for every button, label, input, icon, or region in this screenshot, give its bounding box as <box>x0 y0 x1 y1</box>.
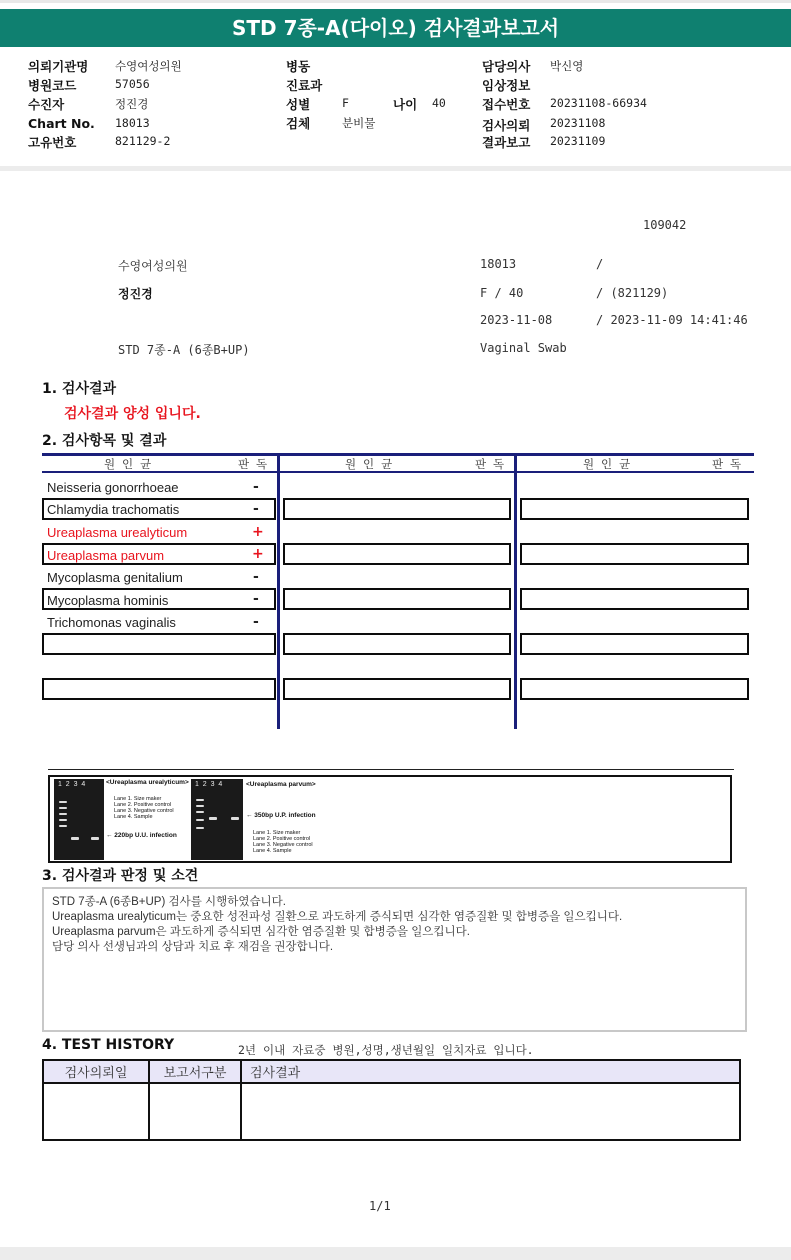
result-row-1: - <box>253 479 259 495</box>
header-judge-2: 판 독 <box>475 457 505 471</box>
summary-id: / (821129) <box>596 286 669 300</box>
up-lane-4: Lane 4. Sample <box>253 848 292 854</box>
header-organism-1: 원 인 균 <box>104 457 152 471</box>
history-header-row <box>43 1060 740 1083</box>
col2-box-8 <box>283 633 511 655</box>
header-judge-1: 판 독 <box>238 457 268 471</box>
age-label: 나이 <box>393 97 418 112</box>
history-col-type: 보고서구분 <box>149 1060 241 1083</box>
col3-box-2 <box>520 498 749 520</box>
up-band-label: ← 350bp U.P. infection <box>246 812 316 819</box>
unique-value: 821129-2 <box>115 134 171 148</box>
gel-panel <box>48 775 732 863</box>
result-row-4: + <box>252 546 264 562</box>
up-lane-2: Lane 2. Positive control <box>253 836 311 842</box>
section1-heading: 1. 검사결과 <box>42 381 117 397</box>
organism-row-1: Neisseria gonorrhoeae <box>47 480 179 495</box>
ladder-band <box>196 827 204 829</box>
clinical-label: 임상정보 <box>482 78 531 93</box>
history-cell <box>241 1083 740 1140</box>
receipt-value: 20231108-66934 <box>550 96 647 110</box>
ladder-band <box>196 811 204 813</box>
page-number: 1/1 <box>369 1199 391 1213</box>
bottom-strip <box>0 1247 791 1260</box>
up-gel-image <box>191 779 243 860</box>
col3-box-4 <box>520 543 749 565</box>
ladder-band <box>59 819 67 821</box>
organism-row-7: Trichomonas vaginalis <box>47 615 176 630</box>
doctor-label: 담당의사 <box>482 59 531 74</box>
summary-sex-age: F / 40 <box>480 286 524 300</box>
summary-date: 2023-11-08 <box>480 313 553 327</box>
uu-lane-legend <box>114 796 174 820</box>
receipt-label: 접수번호 <box>482 97 531 112</box>
organism-row-2: Chlamydia trachomatis <box>47 502 180 517</box>
col2-box-2 <box>283 498 511 520</box>
section4-heading: 4. TEST HISTORY <box>42 1037 175 1053</box>
up-gel-lanes: 1 2 3 4 <box>195 781 223 788</box>
summary-code: 109042 <box>643 218 687 232</box>
summary-slash: / <box>596 257 604 271</box>
chart-value: 18013 <box>115 116 150 130</box>
uu-gel-lanes: 1 2 3 4 <box>58 781 86 788</box>
row-box-10 <box>42 678 276 700</box>
sex-label: 성별 <box>286 97 311 112</box>
hospital-code-value: 57056 <box>115 77 150 91</box>
sample-band <box>231 817 239 820</box>
ladder-band <box>59 807 67 809</box>
result-row-6: - <box>253 591 259 607</box>
ladder-band <box>196 799 204 801</box>
report-title: STD 7종-A(다이오) 검사결과보고서 <box>0 9 791 47</box>
col2-box-4 <box>283 543 511 565</box>
section1-result: 검사결과 양성 입니다. <box>64 406 201 422</box>
col2-box-6 <box>283 588 511 610</box>
up-gel-title: <Ureaplasma parvum> <box>246 781 316 788</box>
row-box-8 <box>42 633 276 655</box>
organism-row-3: Ureaplasma urealyticum <box>47 525 188 540</box>
ladder-band <box>59 825 67 827</box>
history-empty-row <box>43 1083 740 1140</box>
institution-label: 의뢰기관명 <box>28 59 89 74</box>
table-col-divider-1 <box>277 453 280 729</box>
uu-gel-image <box>54 779 104 860</box>
summary-clinic: 수영여성의원 <box>118 259 188 273</box>
uu-gel-title: <Ureaplasma urealyticum> <box>106 779 189 786</box>
header-separator <box>0 166 791 171</box>
organism-row-5: Mycoplasma genitalium <box>47 570 183 585</box>
ladder-band <box>196 805 204 807</box>
header-judge-3: 판 독 <box>712 457 742 471</box>
result-row-3: + <box>252 524 264 540</box>
up-lane-1: Lane 1. Size maker <box>253 830 301 836</box>
uu-lane-1: Lane 1. Size maker <box>114 796 162 802</box>
up-lane-3: Lane 3. Negative control <box>253 842 313 848</box>
history-cell <box>43 1083 149 1140</box>
dept-label: 진료과 <box>286 78 323 93</box>
col3-box-6 <box>520 588 749 610</box>
ladder-band <box>59 813 67 815</box>
summary-datetime: / 2023-11-09 14:41:46 <box>596 313 748 327</box>
header-organism-3: 원 인 균 <box>583 457 631 471</box>
ladder-band <box>59 801 67 803</box>
positive-band <box>209 817 217 820</box>
top-strip <box>0 0 791 3</box>
history-table <box>42 1059 741 1141</box>
ward-label: 병동 <box>286 59 311 74</box>
patient-value: 정진경 <box>115 97 149 111</box>
positive-band <box>71 837 79 840</box>
uu-lane-4: Lane 4. Sample <box>114 814 153 820</box>
uu-band-label: ← 220bp U.U. infection <box>106 832 177 839</box>
result-row-7: - <box>253 614 259 630</box>
summary-test: STD 7종-A (6종B+UP) <box>118 343 250 357</box>
sex-value: F <box>342 96 349 110</box>
history-col-request: 검사의뢰일 <box>43 1060 149 1083</box>
report-label: 결과보고 <box>482 135 531 150</box>
organism-row-6: Mycoplasma hominis <box>47 593 169 608</box>
uu-lane-2: Lane 2. Positive control <box>114 802 172 808</box>
opinion-line-1: STD 7종-A (6종B+UP) 검사를 시행하였습니다. <box>52 896 286 908</box>
age-value: 40 <box>432 96 446 110</box>
opinion-box <box>42 887 747 1032</box>
result-row-2: - <box>253 501 259 517</box>
report-value: 20231109 <box>550 134 606 148</box>
hospital-code-label: 병원코드 <box>28 78 77 93</box>
section3-heading: 3. 검사결과 판정 및 소견 <box>42 868 199 884</box>
summary-patient: 정진경 <box>118 287 153 301</box>
section2-heading: 2. 검사항목 및 결과 <box>42 433 167 449</box>
gel-top-rule <box>48 769 734 770</box>
specimen-label: 검체 <box>286 116 311 131</box>
table-col-divider-2 <box>514 453 517 729</box>
request-value: 20231108 <box>550 116 606 130</box>
col3-box-10 <box>520 678 749 700</box>
uu-lane-3: Lane 3. Negative control <box>114 808 174 814</box>
col3-box-8 <box>520 633 749 655</box>
opinion-line-2: Ureaplasma urealyticum는 중요한 성전파성 질환으로 과도하게 증식되면 심각한 염증질환 및 합병증을 일으킵니다. <box>52 911 623 923</box>
result-row-5: - <box>253 569 259 585</box>
col2-box-10 <box>283 678 511 700</box>
unique-label: 고유번호 <box>28 135 77 150</box>
sample-band <box>91 837 99 840</box>
organism-row-4: Ureaplasma parvum <box>47 548 165 563</box>
chart-label: Chart No. <box>28 116 95 131</box>
up-lane-legend <box>253 830 313 854</box>
specimen-value: 분비물 <box>342 116 376 130</box>
request-label: 검사의뢰 <box>482 118 531 133</box>
header-organism-2: 원 인 균 <box>345 457 393 471</box>
institution-value: 수영여성의원 <box>115 59 182 73</box>
ladder-band <box>196 819 204 821</box>
history-note: 2년 이내 자료중 병원,성명,생년월일 일치자료 입니다. <box>238 1043 534 1057</box>
doctor-value: 박신영 <box>550 59 584 73</box>
opinion-line-4: 담당 의사 선생님과의 상담과 치료 후 재검을 권장합니다. <box>52 941 334 953</box>
summary-specimen: Vaginal Swab <box>480 341 567 355</box>
summary-chart: 18013 <box>480 257 517 271</box>
opinion-line-3: Ureaplasma parvum은 과도하게 증식되면 심각한 염증질환 및 합병증을 일으킵니다. <box>52 926 470 938</box>
history-cell <box>149 1083 241 1140</box>
patient-label: 수진자 <box>28 97 65 112</box>
history-col-result: 검사결과 <box>241 1060 740 1083</box>
